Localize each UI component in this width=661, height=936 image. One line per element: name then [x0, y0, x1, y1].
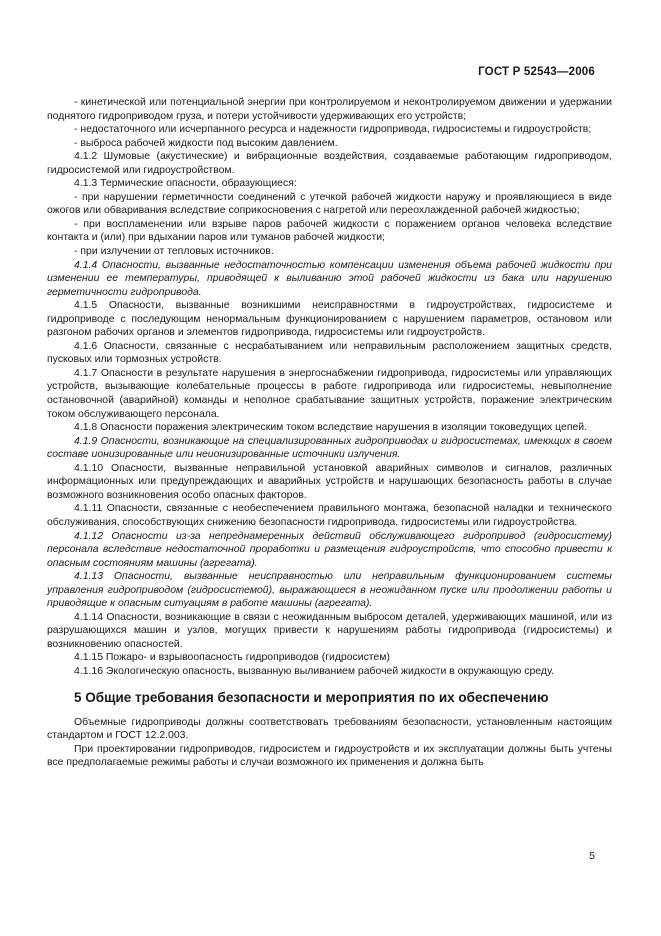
body-paragraph: 4.1.9 Опасности, возникающие на специализированных гидроприводах и гидросистемах, имеющих в своем составе ионизированные или неионизированные источники излучения. [47, 435, 612, 461]
body-paragraph: 4.1.7 Опасности в результате нарушения в энергоснабжении гидропривода, гидросистемы или управляющих устройств, вызывающие колебательные процессы в работе гидропривода или гидросистемы, невыполнение остановочной (аварийной) команды и неполное срабатывание защитных устройств, поражение электрическим током обслуживающего персонала. [47, 367, 612, 420]
document-header: ГОСТ Р 52543—2006 [478, 66, 595, 78]
page-number: 5 [589, 850, 595, 862]
body-paragraph: 4.1.4 Опасности, вызванные недостаточностью компенсации изменения объема рабочей жидкости при изменении ее температуры, приводящей к выливанию этой рабочей жидкости из бака или нарушению герметичности гидропривода. [47, 259, 612, 298]
body-paragraph: 4.1.8 Опасности поражения электрическим током вследствие нарушения в изоляции токоведущих цепей. [74, 422, 588, 434]
body-paragraph: 4.1.6 Опасности, связанные с несрабатыванием или неправильным расположением защитных средств, пусковых или тормозных устройств. [47, 340, 612, 366]
body-paragraph: - кинетической или потенциальной энергии при контролируемом и неконтролируемом движении и удержании поднятого гидроприводом груза, и потери устойчивости удерживающих его устройств; [47, 97, 612, 122]
body-paragraph: - при излучении от тепловых источников. [74, 246, 274, 258]
body-paragraph: 4.1.10 Опасности, вызванные неправильной установкой аварийных символов и сигналов, различных информационных или предупреждающих и аварийных устройств и нарушающих безопасность работы в случае возможного возникновения особо опасных факторов. [47, 462, 612, 501]
body-paragraph: 4.1.5 Опасности, вызванные возникшими неисправностями в гидроустройствах, гидросистеме и гидроприводе с последующим ненормальным функционированием с нарушением параметров, остановом или разгоном рабочих органов и элементов гидропривода, гидросистемы или гидроустройств. [47, 300, 612, 339]
body-paragraph: 4.1.14 Опасности, возникающие в связи с неожиданным выбросом деталей, удерживающих машиной, или из разрушающихся машин и узлов, могущих привести к нарушениям работы гидропривода (гидросистемы) и возникновению опасностей. [47, 611, 612, 650]
body-paragraph: 4.1.12 Опасности из-за непреднамеренных действий обслуживающего гидропривод (гидросистему) персонала вследствие недостаточной проработки и размещения гидроустройств, что способно привести к опасным состояниям машины (агрегата). [47, 530, 612, 569]
body-paragraph: - при воспламенении или взрыве паров рабочей жидкости с поражением органов человека вследствие контакта и (или) при вдыхании паров или туманов рабочей жидкости; [47, 218, 612, 244]
hazard-paragraphs [47, 96, 612, 679]
section-paragraph: При проектировании гидроприводов, гидросистем и гидроустройств и их эксплуатации должны быть учтены все предполагаемые режимы работы и случаи возможного их применения и должна быть [47, 743, 612, 769]
body-paragraph: - недостаточного или исчерпанного ресурса и надежности гидропривода, гидросистемы и гидроустройств; [74, 124, 592, 136]
body-paragraph: 4.1.16 Экологическую опасность, вызванную выливанием рабочей жидкости в окружающую среду. [74, 665, 555, 677]
section-heading: 5 Общие требования безопасности и мероприятия по их обеспечению [74, 689, 549, 705]
body-paragraph: 4.1.11 Опасности, связанные с необеспечением правильного монтажа, безопасной наладки и технического обслуживания, способствующих снижению безопасности гидропривода, гидросистемы или гидроустройства. [47, 503, 612, 528]
body-paragraph: 4.1.13 Опасности, вызванные неисправностью или неправильным функционированием системы управления гидроприводом (гидросистемой), выражающиеся в неожиданном пуске или продолжении работы и приводящие к опасным ситуациям в работе машины (агрегата). [47, 571, 612, 610]
body-paragraph: - при нарушении герметичности соединений с утечкой рабочей жидкости наружу и проявляющиеся в виде ожогов или обваривания вследствие соприкосновения с нагретой или переохлажденной рабочей жидкостью; [47, 191, 612, 217]
body-paragraph: 4.1.15 Пожаро- и взрывоопасность гидроприводов (гидросистем) [74, 652, 390, 664]
body-paragraph: 4.1.2 Шумовые (акустические) и вибрационные воздействия, создаваемые работающим гидроприводом, гидросистемой или гидроустройством. [47, 151, 612, 176]
section-paragraph: Объемные гидроприводы должны соответствовать требованиям безопасности, установленным настоящим стандартом и ГОСТ 12.2.003. [47, 716, 612, 742]
body-paragraph: 4.1.3 Термические опасности, образующиеся: [74, 178, 297, 190]
body-paragraph: - выброса рабочей жидкости под высоким давлением. [74, 137, 338, 149]
document-body [47, 96, 612, 770]
